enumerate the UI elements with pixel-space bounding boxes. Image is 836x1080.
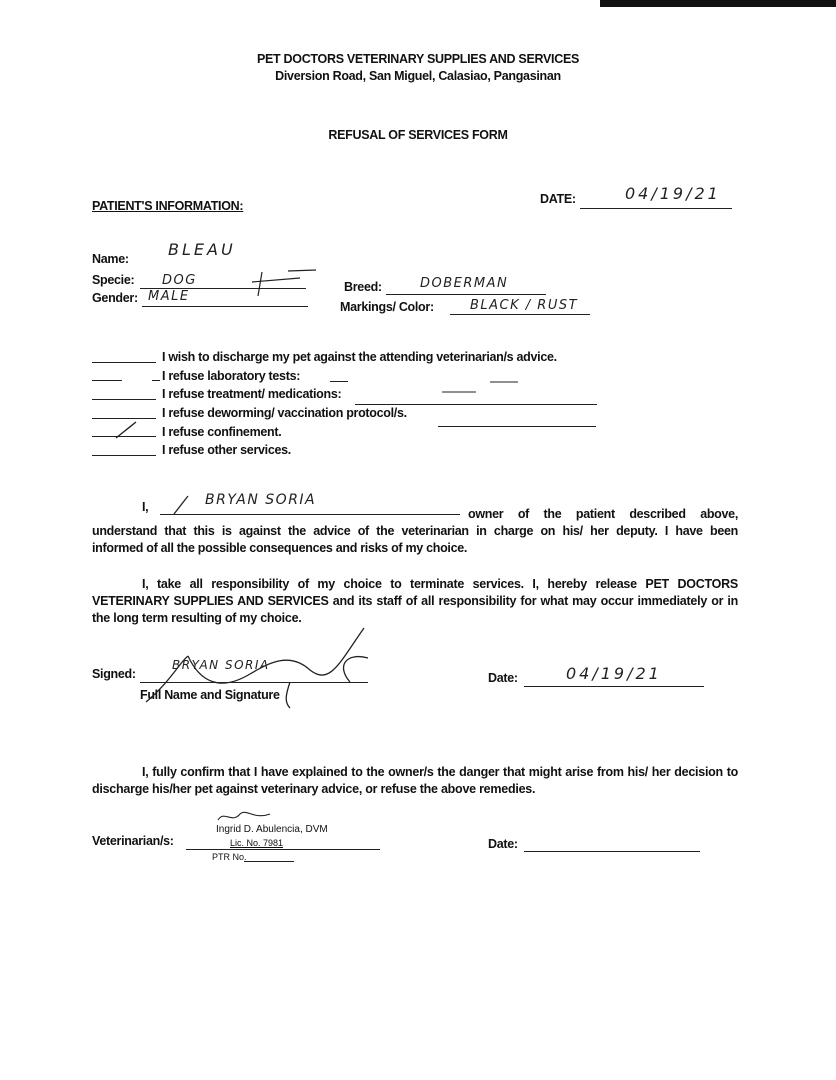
option-3-text: I refuse treatment/ medications: [162,387,342,401]
specie-value[interactable]: DOG [162,273,197,288]
date-value[interactable]: 04/19/21 [625,184,721,203]
breed-label: Breed: [344,280,382,294]
stray-pen-marks [440,378,540,398]
statement-p1-tail: owner of the patient described above, [468,507,738,521]
option-3-blank[interactable] [92,399,156,400]
signature-date-value[interactable]: 04/19/21 [566,664,662,683]
veterinarian-date-label: Date: [488,837,518,851]
option-5-check-mark [112,420,142,440]
veterinarian-line[interactable] [186,849,380,850]
specie-label: Specie: [92,273,135,287]
ptr-line[interactable] [244,861,294,862]
option-1-text: I wish to discharge my pet against the attending veterinarian/s advice. [162,350,557,364]
option-1-blank[interactable] [92,362,156,363]
statement-p2: I, take all responsibility of my choice to terminate services. I, hereby release PET DOCTORS VETERINARY SUPPLIES AND SERVICES and its staff of all responsibility for what may occur immediately or in the long term resulting of my choice. [92,577,738,625]
full-name-label: Full Name and Signature [140,688,280,702]
breed-line [386,294,546,295]
gender-label: Gender: [92,291,138,305]
company-name: PET DOCTORS VETERINARY SUPPLIES AND SERVICES [256,52,580,66]
specie-stroke [250,268,320,298]
breed-value[interactable]: DOBERMAN [420,276,509,291]
veterinarian-ptr: PTR No. [212,852,247,862]
option-4-text: I refuse deworming/ vaccination protocol/s. [162,406,407,420]
scan-edge-mark [600,0,836,7]
statement-p1-line3: informed of all the possible consequences and risks of my choice. [92,541,468,555]
name-label: Name: [92,252,129,266]
option-6-text: I refuse other services. [162,443,291,457]
option-2-blank[interactable] [92,380,122,381]
option-4-detail-line[interactable] [438,426,596,427]
confirmation-text: I, fully confirm that I have explained to the owner/s the danger that might arise from his/ her decision to discharge his/her pet against veterinary advice, or refuse the above remedies. [92,765,738,796]
gender-line [142,306,308,307]
date-line [580,208,732,209]
patient-section-title: PATIENT'S INFORMATION: [92,199,244,213]
option-5-text: I refuse confinement. [162,425,282,439]
veterinarian-lic: Lic. No. 7981 [230,838,284,848]
owner-name-value[interactable]: BRYAN SORIA [205,492,317,508]
signed-text: BRYAN SORIA [172,658,270,672]
option-3-detail-line[interactable] [355,404,597,405]
option-2-text: I refuse laboratory tests: [162,369,301,383]
statement-i: I, [142,500,149,514]
markings-value[interactable]: BLACK / RUST [470,298,579,313]
veterinarian-signature [214,806,274,826]
date-label: DATE: [540,192,576,206]
markings-line [450,314,590,315]
option-4-blank[interactable] [92,418,156,419]
name-value[interactable]: BLEAU [168,240,236,259]
owner-name-slash [172,494,192,516]
signature-date-line[interactable] [524,686,704,687]
signature-date-label: Date: [488,671,518,685]
gender-value[interactable]: MALE [148,289,190,304]
option-2-blank-b [152,380,160,381]
option-6-blank[interactable] [92,455,156,456]
signed-label: Signed: [92,667,136,681]
veterinarian-date-line[interactable] [524,851,700,852]
veterinarian-name: Ingrid D. Abulencia, DVM [216,824,328,835]
markings-label: Markings/ Color: [340,300,434,314]
veterinarian-label: Veterinarian/s: [92,834,174,848]
statement-p1-line2: understand that this is against the advice of the veterinarian in charge on his/ her deputy. I have been [92,524,738,538]
company-address: Diversion Road, San Miguel, Calasiao, Pangasinan [275,69,561,83]
form-title: REFUSAL OF SERVICES FORM [328,128,508,142]
owner-signature [140,622,380,712]
option-2-detail-line[interactable] [330,381,348,382]
owner-name-line [160,514,460,515]
